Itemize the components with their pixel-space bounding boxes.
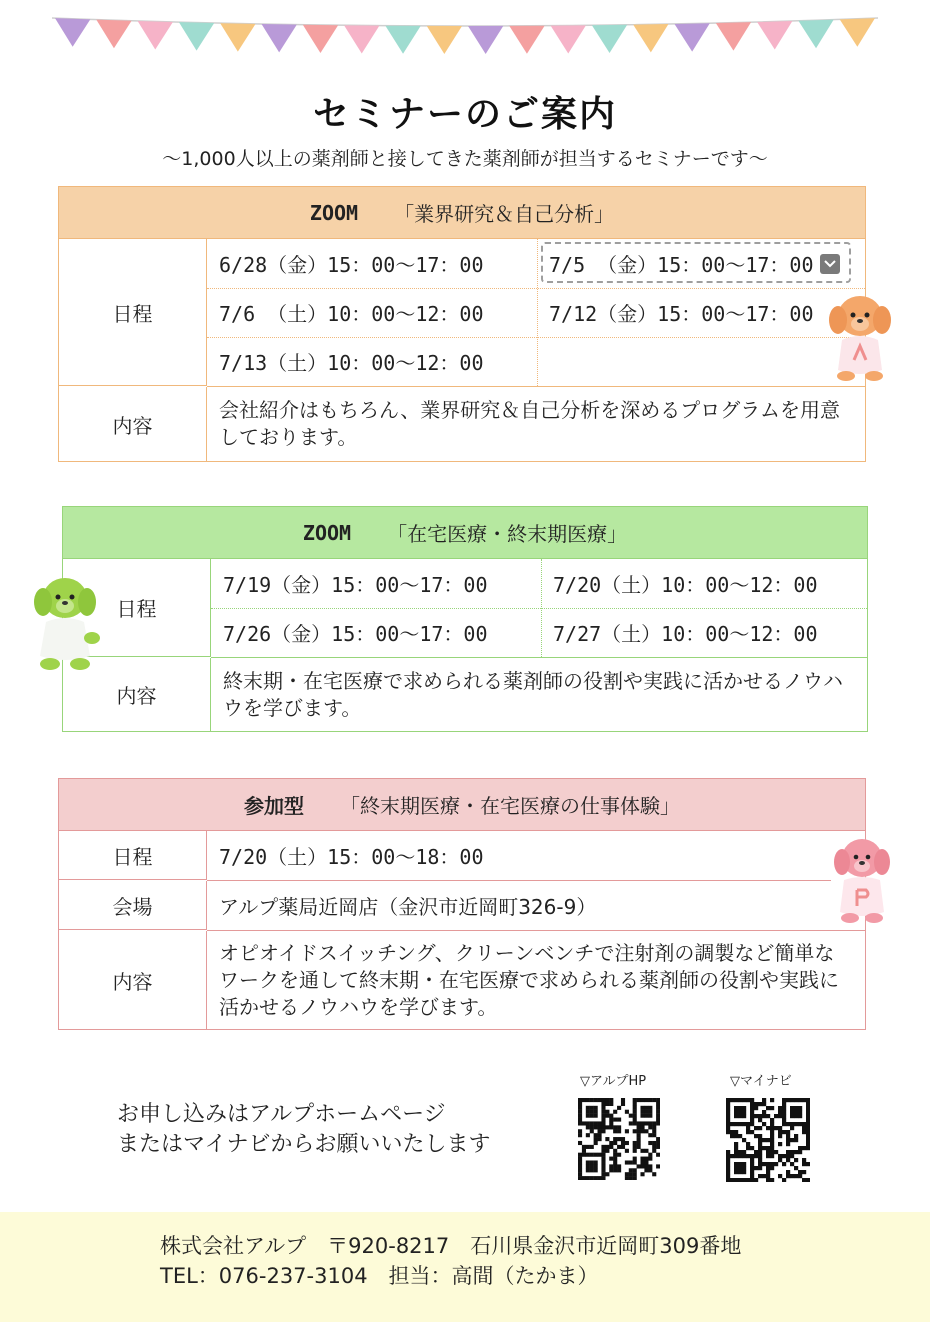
column-divider [537,239,538,386]
footer [0,1212,930,1322]
bunting-flag [798,20,833,49]
footer-contact: TEL：076-237-3104 担当：高間（たかま） [160,1264,599,1288]
qr-code-icon[interactable] [578,1098,660,1180]
bunting-flag [675,23,710,51]
bunting-flag [633,24,668,52]
seminar-2-content-label: 内容 [63,658,211,731]
seminar-1-date-3: 7/6 （土）10：00～12：00 [219,302,484,326]
seminar-1-content: 会社紹介はもちろん、業界研究＆自己分析を深めるプログラムを用意しております。 [219,398,840,449]
seminar-3-header [59,779,865,831]
seminar-3-venue-label: 会場 [59,881,207,930]
seminar-3-venue: アルプ薬局近岡店（金沢市近岡町326-9） [219,895,597,919]
bunting-flag [427,26,462,54]
seminar-2-date-4: 7/27（土）10：00～12：00 [553,622,818,646]
seminar-1-date-5: 7/13（土）10：00～12：00 [219,351,484,375]
pink-mascot-icon [830,834,894,924]
bunting-flag [757,21,792,50]
selection-outline [541,242,851,283]
seminar-2-header [63,507,867,559]
bunting-flag [96,20,131,49]
seminar-2-date-1: 7/19（金）15：00～17：00 [223,573,488,597]
bunting-flag [716,22,751,50]
bunting-flag [592,25,627,53]
bunting-flag [220,23,255,51]
bunting-flag [468,26,503,54]
seminar-1-date-1: 6/28（金）15：00～17：00 [219,253,484,277]
orange-mascot-icon [824,290,896,382]
seminar-3-title: 「終末期医療・在宅医療の仕事体験」 [340,794,680,818]
seminar-1-date-4: 7/12（金）15：00～17：00 [549,302,814,326]
seminar-3-schedule-label: 日程 [59,831,207,880]
qr-code-icon[interactable] [726,1098,810,1182]
seminar-1-date-2-text: 7/5 （金）15：00～17：00 [549,253,814,277]
page-subtitle: ～1,000人以上の薬剤師と接してきた薬剤師が担当するセミナーです～ [162,148,768,170]
seminar-section-2 [62,506,868,732]
bunting-decoration [52,12,878,62]
seminar-1-content-label: 内容 [59,387,207,461]
bunting-flag [55,18,90,47]
apply-message [117,1100,491,1160]
seminar-3-schedule: 7/20（土）15：00～18：00 [219,845,484,869]
bunting-flag [551,25,586,53]
seminar-3-type: 参加型 [244,794,304,818]
seminar-section-3 [58,778,866,1030]
seminar-1-title: 「業界研究＆自己分析」 [394,202,615,226]
seminar-section-1 [58,186,866,462]
seminar-1-type: ZOOM [309,200,359,225]
bunting-flag [138,21,173,50]
seminar-2-content: 終末期・在宅医療で求められる薬剤師の役割や実践に活かせるノウハウを学びます。 [223,668,843,720]
column-divider [541,559,542,657]
seminar-2-date-2: 7/20（土）10：00～12：00 [553,573,818,597]
green-mascot-icon [28,572,102,672]
seminar-1-header [59,187,865,239]
footer-company-address: 株式会社アルプ 〒920-8217 石川県金沢市近岡町309番地 [160,1234,742,1258]
bunting-flag [344,25,379,53]
seminar-2-title: 「在宅医療・終末期医療」 [387,522,628,546]
bunting-flag [262,24,297,52]
qr-label-alp: ▽アルプHP [580,1074,647,1089]
seminar-2-schedule-label: 日程 [63,559,211,657]
seminar-3-content-label: 内容 [59,931,207,1029]
page-title: セミナーのご案内 [312,94,617,135]
apply-line-2: またはマイナビからお願いいたします [117,1132,491,1157]
seminar-2-date-3: 7/26（金）15：00～17：00 [223,622,488,646]
row-divider [207,288,865,289]
seminar-1-schedule-label: 日程 [59,239,207,386]
bunting-flag [509,26,544,54]
qr-label-mynavi: ▽マイナビ [730,1074,792,1089]
bunting-flag [303,25,338,53]
apply-line-1: お申し込みはアルプホームページ [117,1102,446,1127]
seminar-2-type: ZOOM [302,520,352,545]
row-divider [211,608,867,609]
bunting-flag [840,18,875,47]
row-divider [207,337,865,338]
bunting-flag [385,26,420,54]
bunting-flag [179,22,214,50]
seminar-3-content: オピオイドスイッチング、クリーンベンチで注射剤の調製など簡単なワークを通して終末期・在宅医療で求められる薬剤師の役割や実践に活かせるノウハウを学びます。 [219,940,839,1019]
